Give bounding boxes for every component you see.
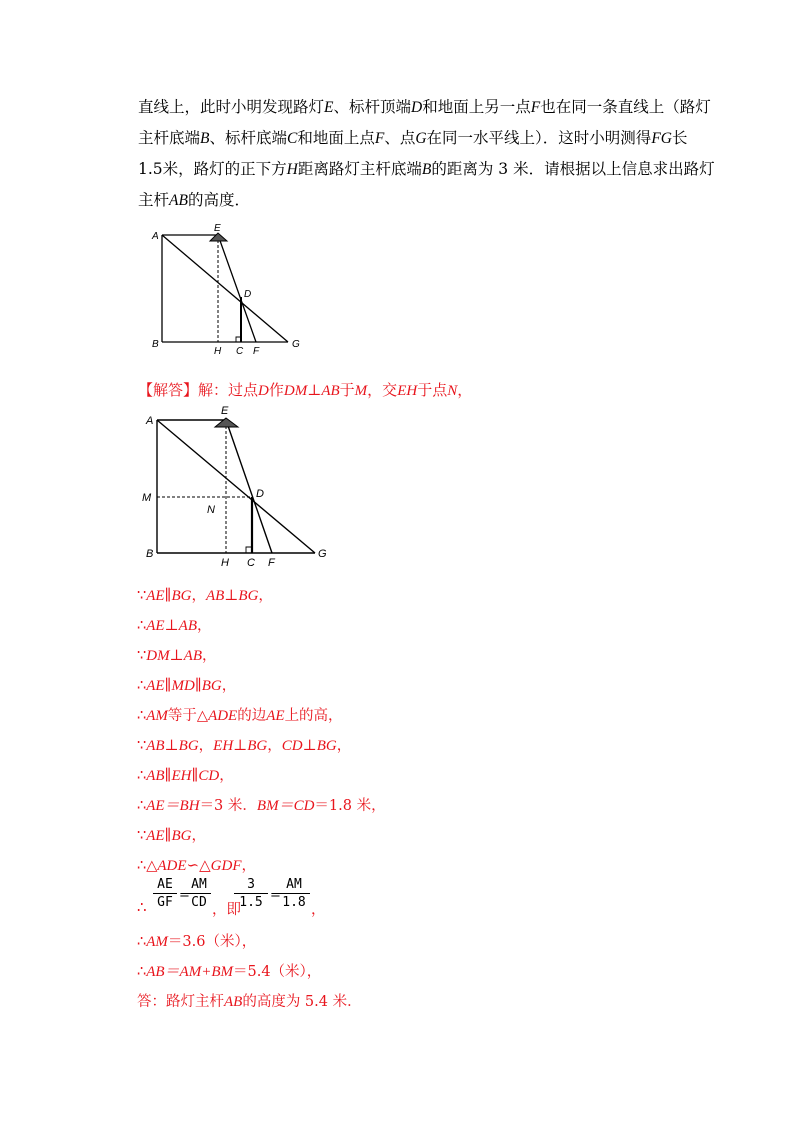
lamp-icon bbox=[210, 233, 227, 241]
label-B: B bbox=[152, 339, 159, 350]
figure-1 bbox=[150, 222, 310, 358]
figure-2 bbox=[138, 400, 338, 572]
result-1: ∴AM＝3.6（米）， bbox=[137, 934, 257, 950]
fraction-am-cd: $\frac{AM}{CD}$ bbox=[187, 877, 211, 910]
segment-AG bbox=[157, 420, 315, 553]
label-N: N bbox=[207, 504, 215, 516]
problem-line-4: 主杆AB的高度． bbox=[138, 191, 250, 209]
label-B: B bbox=[146, 548, 154, 560]
label-E: E bbox=[221, 405, 229, 417]
label-D: D bbox=[244, 289, 252, 300]
step-3: ∵DM⊥AB， bbox=[137, 648, 217, 664]
step-1: ∵AE∥BG，AB⊥BG， bbox=[137, 588, 273, 604]
label-E: E bbox=[214, 223, 221, 234]
step-5: ∴AM等于△ADE的边AE上的高， bbox=[137, 708, 343, 724]
label-H: H bbox=[221, 557, 229, 569]
fraction-3-1-5: $\frac{3}{1.5}$ bbox=[234, 877, 268, 910]
step-8: ∴AE＝BH＝3 米．BM＝CD＝1.8 米， bbox=[137, 798, 386, 814]
step-2: ∴AE⊥AB， bbox=[137, 618, 212, 634]
answer-tag: 【解答】 bbox=[138, 381, 199, 399]
problem-line-3: 1.5米，路灯的正下方H距离路灯主杆底端B的距离为 3 米．请根据以上信息求出路灯 bbox=[138, 160, 715, 178]
step-4: ∴AE∥MD∥BG， bbox=[137, 678, 237, 694]
conclusion: 答：路灯主杆AB的高度为 5.4 米． bbox=[137, 994, 362, 1010]
step-10: ∴△ADE∽△GDF， bbox=[137, 858, 256, 874]
step-6: ∵AB⊥BG，EH⊥BG，CD⊥BG， bbox=[137, 738, 352, 754]
segment-EF bbox=[226, 420, 272, 553]
step-9: ∵AE∥BG， bbox=[137, 828, 206, 844]
segment-AG bbox=[162, 235, 288, 342]
label-F: F bbox=[268, 557, 275, 569]
fraction-am-1-8: $\frac{AM}{1.8}$ bbox=[278, 877, 310, 910]
label-A: A bbox=[146, 415, 154, 427]
step-7: ∴AB∥EH∥CD， bbox=[137, 768, 234, 784]
problem-text bbox=[138, 92, 715, 216]
label-G: G bbox=[318, 548, 327, 560]
label-C: C bbox=[247, 557, 255, 569]
fraction-step: ∴ $\frac{AE}{GF}$ = $\frac{AM}{CD}$ ，即 $\frac{3}{1.5}$ = $\frac{AM}{1.8}$ ， bbox=[137, 877, 326, 918]
problem-line-2: 主杆底端B、标杆底端C和地面上点F、点G在同一水平线上）．这时小明测得FG长 bbox=[138, 129, 688, 147]
fraction-ae-gf: $\frac{AE}{GF}$ bbox=[153, 877, 177, 910]
label-M: M bbox=[142, 492, 152, 504]
label-A: A bbox=[152, 231, 159, 242]
answer-intro: 【解答】解：过点D作DM⊥AB于M，交EH于点N， bbox=[138, 381, 473, 399]
label-D: D bbox=[256, 488, 264, 500]
label-F: F bbox=[253, 346, 260, 357]
result-2: ∴AB＝AM+BM＝5.4（米）， bbox=[137, 964, 322, 980]
label-H: H bbox=[214, 346, 222, 357]
label-G: G bbox=[292, 339, 300, 350]
label-C: C bbox=[236, 346, 244, 357]
problem-line-1: 直线上，此时小明发现路灯E、标杆顶端D和地面上另一点F也在同一条直线上（路灯 bbox=[138, 98, 711, 116]
